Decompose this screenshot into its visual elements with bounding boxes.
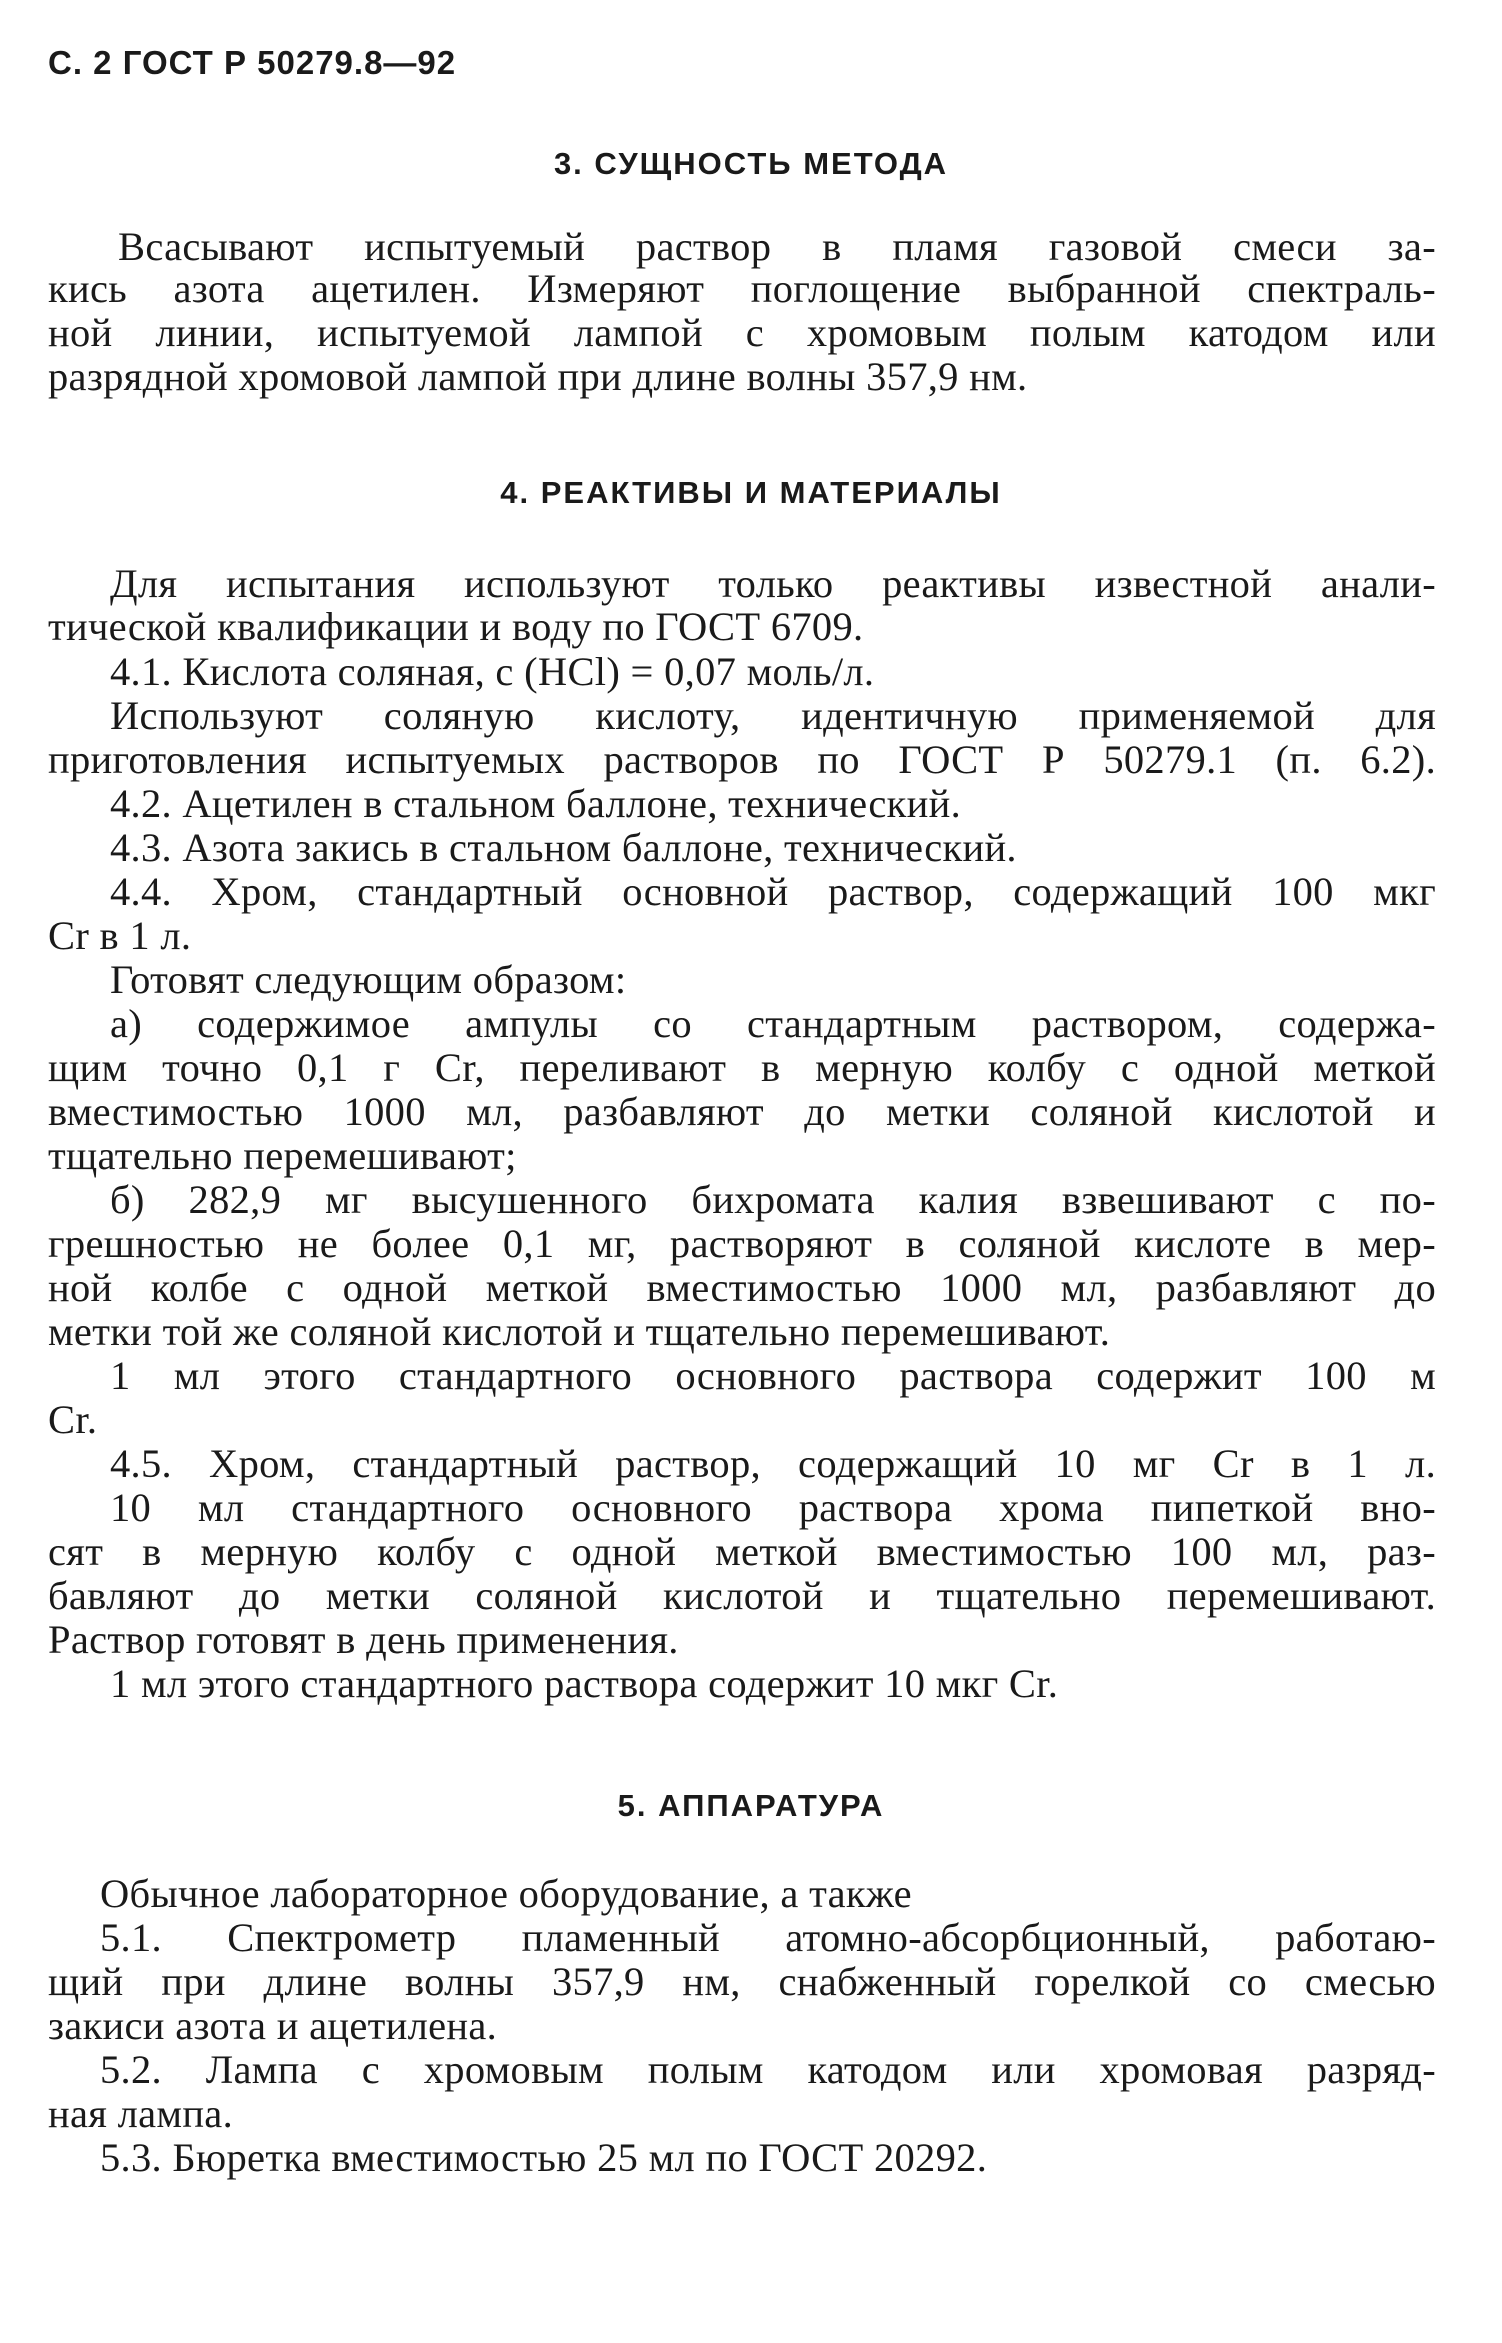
paragraph-line: 1 мл этого стандартного раствора содержит 10 мкг Cr. xyxy=(110,1661,1059,1706)
running-head: С. 2 ГОСТ Р 50279.8—92 xyxy=(48,44,457,81)
paragraph-line: 4.4. Хром, стандартный основной раствор, содержащий 100 мкг xyxy=(110,869,1436,914)
paragraph-line: 10 мл стандартного основного раствора хрома пипеткой вно- xyxy=(110,1485,1436,1530)
paragraph-line: сят в мерную колбу с одной меткой вместимостью 100 мл, раз- xyxy=(48,1529,1436,1574)
section-4-heading: 4. РЕАКТИВЫ И МАТЕРИАЛЫ xyxy=(500,475,1002,510)
paragraph-line: ной колбе с одной меткой вместимостью 1000 мл, разбавляют до xyxy=(48,1265,1436,1310)
paragraph-line: Cr в 1 л. xyxy=(48,913,192,958)
paragraph-line: ная лампа. xyxy=(48,2091,233,2136)
paragraph-line: Готовят следующим образом: xyxy=(110,957,627,1002)
paragraph-line: разрядной хромовой лампой при длине волны 357,9 нм. xyxy=(48,354,1028,399)
paragraph-line: 4.3. Азота закись в стальном баллоне, технический. xyxy=(110,825,1017,870)
paragraph-line: закиси азота и ацетилена. xyxy=(48,2003,498,2048)
paragraph-line: Для испытания используют только реактивы известной анали- xyxy=(110,561,1436,606)
paragraph-line: вместимостью 1000 мл, разбавляют до метки соляной кислотой и xyxy=(48,1089,1436,1134)
paragraph-line: ной линии, испытуемой лампой с хромовым полым катодом или xyxy=(48,310,1436,355)
paragraph-line: Используют соляную кислоту, идентичную применяемой для xyxy=(110,693,1436,738)
paragraph-line: а) содержимое ампулы со стандартным раствором, содержа- xyxy=(110,1001,1436,1046)
paragraph-line: щий при длине волны 357,9 нм, снабженный горелкой со смесью xyxy=(48,1959,1436,2004)
paragraph-line: 4.5. Хром, стандартный раствор, содержащий 10 мг Cr в 1 л. xyxy=(110,1441,1436,1486)
paragraph-line: бавляют до метки соляной кислотой и тщательно перемешивают. xyxy=(48,1573,1436,1618)
section-3-heading: 3. СУЩНОСТЬ МЕТОДА xyxy=(553,146,949,181)
paragraph-line: приготовления испытуемых растворов по ГОСТ Р 50279.1 (п. 6.2). xyxy=(48,737,1436,782)
paragraph-line: кись азота ацетилен. Измеряют поглощение выбранной спектраль- xyxy=(48,266,1436,311)
paragraph-line: 5.1. Спектрометр пламенный атомно-абсорбционный, работаю- xyxy=(100,1915,1436,1960)
paragraph-line: б) 282,9 мг высушенного бихромата калия взвешивают с по- xyxy=(110,1177,1436,1222)
section-5-heading: 5. АППАРАТУРА xyxy=(617,1788,885,1823)
paragraph-line: Раствор готовят в день применения. xyxy=(48,1617,679,1662)
paragraph-line: грешностью не более 0,1 мг, растворяют в соляной кислоте в мер- xyxy=(48,1221,1436,1266)
paragraph-line: Всасывают испытуемый раствор в пламя газовой смеси за- xyxy=(118,224,1436,269)
paragraph-line: Обычное лабораторное оборудование, а также xyxy=(100,1871,912,1916)
paragraph-line: 1 мл этого стандартного основного раствора содержит 100 м xyxy=(110,1353,1436,1398)
paragraph-line: 4.2. Ацетилен в стальном баллоне, технический. xyxy=(110,781,961,826)
paragraph-line: 5.2. Лампа с хромовым полым катодом или хромовая разряд- xyxy=(100,2047,1436,2092)
paragraph-line: щим точно 0,1 г Cr, переливают в мерную колбу с одной меткой xyxy=(48,1045,1436,1090)
paragraph-line: тической квалификации и воду по ГОСТ 6709. xyxy=(48,604,864,649)
paragraph-line: метки той же соляной кислотой и тщательно перемешивают. xyxy=(48,1309,1111,1354)
paragraph-line: Cr. xyxy=(48,1397,98,1442)
paragraph-line: тщательно перемешивают; xyxy=(48,1133,517,1178)
paragraph-line: 5.3. Бюретка вместимостью 25 мл по ГОСТ 20292. xyxy=(100,2135,988,2180)
paragraph-line: 4.1. Кислота соляная, с (HCl) = 0,07 моль/л. xyxy=(110,649,875,694)
